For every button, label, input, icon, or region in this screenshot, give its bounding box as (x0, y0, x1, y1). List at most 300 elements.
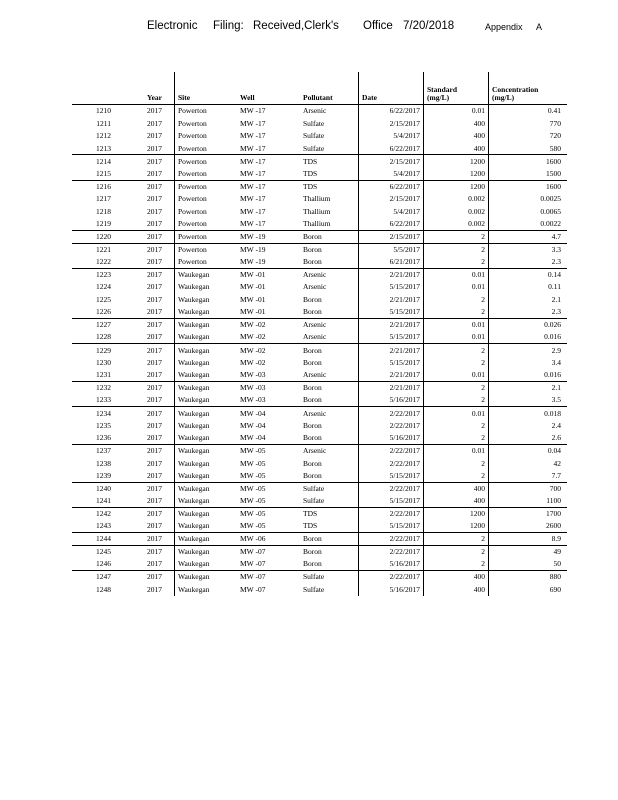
cell-date: 2/21/2017 (359, 344, 424, 357)
cell-year: 2017 (117, 268, 175, 281)
cell-pollutant: Sulfate (303, 143, 325, 153)
cell-date: 6/22/2017 (359, 105, 424, 118)
cell-year: 2017 (117, 243, 175, 256)
table-row (72, 105, 567, 118)
cell-well: MW -17 (240, 118, 266, 128)
cell-pollutant: Sulfate (300, 570, 359, 583)
row-id: 1243 (96, 521, 111, 531)
row-id: 1242 (72, 508, 117, 521)
table-row (72, 331, 567, 344)
cell-site: Waukegan (175, 306, 238, 319)
cell-pollutant: TDS (300, 180, 359, 193)
cell-pollutant: Boron (300, 243, 359, 256)
cell-well: MW -02 (240, 332, 266, 342)
cell-concentration: 880 (489, 570, 568, 583)
cell-date: 2/21/2017 (359, 382, 424, 395)
table-row (72, 155, 567, 168)
table-row (72, 142, 567, 155)
cell-concentration: 1600 (489, 155, 568, 168)
table-row (72, 243, 567, 256)
table-row (72, 419, 567, 432)
cell-pollutant: Boron (303, 458, 322, 468)
cell-date: 2/22/2017 (359, 570, 424, 583)
cell-year: 2017 (147, 143, 162, 153)
table-row (72, 432, 567, 445)
cell-well: MW -03 (237, 382, 300, 395)
row-id: 1219 (96, 219, 111, 229)
cell-date: 2/21/2017 (359, 319, 424, 332)
cell-standard: 2 (424, 533, 489, 546)
table-row (72, 130, 567, 143)
cell-year: 2017 (147, 559, 162, 569)
table-row (72, 482, 567, 495)
cell-date: 2/22/2017 (359, 508, 424, 521)
cell-pollutant: Arsenic (303, 370, 327, 380)
cell-pollutant: Sulfate (300, 482, 359, 495)
cell-date: 5/16/2017 (359, 432, 424, 445)
cell-year: 2017 (147, 458, 162, 468)
cell-year: 2017 (147, 206, 162, 216)
cell-date: 5/4/2017 (359, 205, 424, 218)
cell-site: Waukegan (175, 432, 238, 445)
cell-well: MW -07 (240, 559, 266, 569)
row-id: 1211 (96, 118, 111, 128)
cell-well: MW -17 (240, 143, 266, 153)
cell-year: 2017 (147, 395, 162, 405)
cell-pollutant: Boron (303, 357, 322, 367)
cell-site: Powerton (175, 230, 238, 243)
cell-date: 5/15/2017 (359, 356, 424, 369)
cell-well: MW -03 (240, 395, 266, 405)
cell-concentration: 7.7 (489, 470, 568, 483)
cell-year: 2017 (117, 155, 175, 168)
cell-concentration: 1100 (489, 495, 568, 508)
table-row (72, 344, 567, 357)
cell-well: MW -07 (237, 545, 300, 558)
cell-concentration: 0.016 (489, 331, 568, 344)
cell-year: 2017 (147, 370, 162, 380)
col-well-header: Well (237, 72, 300, 105)
cell-site: Waukegan (175, 583, 238, 596)
cell-concentration: 2.4 (489, 419, 568, 432)
row-id: 1224 (96, 282, 111, 292)
cell-pollutant: Boron (303, 294, 322, 304)
table-row (72, 394, 567, 407)
cell-pollutant: Boron (303, 420, 322, 430)
cell-date: 5/5/2017 (359, 243, 424, 256)
cell-site: Waukegan (175, 545, 238, 558)
cell-date: 2/22/2017 (359, 419, 424, 432)
cell-well: MW -17 (237, 180, 300, 193)
cell-year: 2017 (117, 180, 175, 193)
table-row (72, 293, 567, 306)
cell-well: MW -17 (237, 155, 300, 168)
cell-concentration: 42 (489, 457, 568, 470)
cell-year: 2017 (117, 230, 175, 243)
cell-standard: 2 (424, 243, 489, 256)
cell-well: MW -03 (240, 370, 266, 380)
cell-well: MW -02 (240, 357, 266, 367)
cell-site: Waukegan (175, 570, 238, 583)
cell-year: 2017 (147, 106, 162, 116)
cell-site: Powerton (175, 117, 238, 130)
cell-date: 6/21/2017 (359, 256, 424, 269)
cell-site: Powerton (175, 142, 238, 155)
cell-well: MW -17 (240, 206, 266, 216)
cell-standard: 2 (424, 457, 489, 470)
cell-concentration: 0.0025 (489, 193, 568, 206)
cell-year: 2017 (147, 433, 162, 443)
cell-pollutant: Boron (300, 382, 359, 395)
cell-well: MW -17 (240, 131, 266, 141)
cell-pollutant: Thallium (303, 219, 331, 229)
col-id-header (72, 72, 117, 105)
cell-date: 5/15/2017 (359, 470, 424, 483)
cell-well: MW -05 (240, 521, 266, 531)
cell-year: 2017 (147, 256, 162, 266)
header-appendix: Appendix (485, 22, 523, 32)
cell-pollutant: Boron (300, 230, 359, 243)
cell-date: 2/21/2017 (359, 293, 424, 306)
cell-well: MW -19 (240, 256, 266, 266)
cell-pollutant: Sulfate (303, 131, 325, 141)
cell-pollutant: Thallium (303, 194, 331, 204)
cell-year: 2017 (147, 420, 162, 430)
table-row (72, 180, 567, 193)
cell-well: MW -07 (237, 570, 300, 583)
cell-standard: 0.01 (424, 281, 489, 294)
cell-concentration: 50 (489, 558, 568, 571)
row-id: 1213 (96, 143, 111, 153)
cell-year: 2017 (147, 357, 162, 367)
cell-concentration: 720 (489, 130, 568, 143)
row-id: 1231 (96, 370, 111, 380)
cell-concentration: 0.026 (489, 319, 568, 332)
cell-standard: 0.01 (424, 268, 489, 281)
cell-standard: 0.002 (424, 218, 489, 231)
cell-well: MW -05 (237, 482, 300, 495)
cell-standard: 2 (424, 344, 489, 357)
cell-year: 2017 (147, 307, 162, 317)
row-id: 1236 (96, 433, 111, 443)
cell-pollutant: Boron (300, 344, 359, 357)
cell-year: 2017 (147, 219, 162, 229)
cell-concentration: 49 (489, 545, 568, 558)
cell-well: MW -17 (240, 194, 266, 204)
row-id: 1237 (72, 445, 117, 458)
concentration-label: Concentration (492, 85, 539, 94)
header-electronic: Electronic (147, 20, 198, 32)
cell-date: 2/22/2017 (359, 482, 424, 495)
cell-concentration: 1600 (489, 180, 568, 193)
table-row (72, 508, 567, 521)
cell-well: MW -02 (237, 319, 300, 332)
cell-year: 2017 (147, 168, 162, 178)
cell-pollutant: Boron (303, 559, 322, 569)
cell-pollutant: Boron (303, 395, 322, 405)
cell-site: Powerton (175, 243, 238, 256)
row-id: 1248 (96, 584, 111, 594)
table-row (72, 533, 567, 546)
cell-date: 2/15/2017 (359, 155, 424, 168)
cell-site: Waukegan (175, 533, 238, 546)
table-row (72, 407, 567, 420)
cell-standard: 400 (424, 570, 489, 583)
cell-date: 5/15/2017 (359, 281, 424, 294)
cell-date: 5/15/2017 (359, 331, 424, 344)
table-header-row (72, 72, 567, 105)
cell-standard: 400 (424, 583, 489, 596)
cell-well: MW -05 (240, 458, 266, 468)
row-id: 1225 (96, 294, 111, 304)
row-id: 1230 (96, 357, 111, 367)
table-row (72, 167, 567, 180)
cell-standard: 2 (424, 558, 489, 571)
cell-well: MW -05 (237, 508, 300, 521)
row-id: 1233 (96, 395, 111, 405)
header-office: Office (363, 20, 393, 32)
row-id: 1234 (72, 407, 117, 420)
cell-site: Waukegan (175, 495, 238, 508)
row-id: 1214 (72, 155, 117, 168)
cell-concentration: 3.4 (489, 356, 568, 369)
cell-well: MW -17 (240, 168, 266, 178)
cell-well: MW -01 (240, 294, 266, 304)
cell-year: 2017 (117, 407, 175, 420)
table-row (72, 570, 567, 583)
row-id: 1210 (96, 106, 111, 116)
cell-site: Waukegan (175, 407, 238, 420)
cell-standard: 0.002 (424, 205, 489, 218)
cell-pollutant: Boron (303, 471, 322, 481)
table-row (72, 356, 567, 369)
cell-concentration: 1500 (489, 167, 568, 180)
cell-site: Waukegan (175, 281, 238, 294)
cell-pollutant: Arsenic (300, 268, 359, 281)
cell-well: MW -17 (240, 106, 266, 116)
cell-standard: 1200 (424, 155, 489, 168)
cell-date: 6/22/2017 (359, 218, 424, 231)
table-row (72, 193, 567, 206)
cell-pollutant: Boron (303, 433, 322, 443)
cell-site: Waukegan (175, 268, 238, 281)
cell-site: Powerton (175, 167, 238, 180)
cell-date: 2/22/2017 (359, 457, 424, 470)
cell-concentration: 2.9 (489, 344, 568, 357)
cell-concentration: 0.018 (489, 407, 568, 420)
cell-well: MW -04 (240, 433, 266, 443)
cell-site: Waukegan (175, 394, 238, 407)
cell-site: Waukegan (175, 558, 238, 571)
cell-site: Waukegan (175, 356, 238, 369)
row-id: 1235 (96, 420, 111, 430)
monitoring-results-table (72, 72, 567, 596)
cell-date: 6/22/2017 (359, 142, 424, 155)
filing-header (0, 20, 618, 38)
cell-standard: 2 (424, 293, 489, 306)
cell-date: 5/16/2017 (359, 583, 424, 596)
cell-standard: 2 (424, 545, 489, 558)
cell-site: Waukegan (175, 520, 238, 533)
cell-site: Powerton (175, 130, 238, 143)
cell-well: MW -01 (240, 282, 266, 292)
cell-standard: 1200 (424, 508, 489, 521)
cell-date: 2/22/2017 (359, 533, 424, 546)
table-row (72, 558, 567, 571)
row-id: 1226 (96, 307, 111, 317)
cell-site: Powerton (175, 193, 238, 206)
cell-pollutant: TDS (303, 168, 318, 178)
cell-standard: 0.01 (424, 369, 489, 382)
table-row (72, 583, 567, 596)
cell-concentration: 0.016 (489, 369, 568, 382)
table-row (72, 205, 567, 218)
concentration-unit: (mg/L) (492, 92, 515, 102)
cell-well: MW -07 (240, 584, 266, 594)
cell-year: 2017 (117, 570, 175, 583)
cell-site: Waukegan (175, 508, 238, 521)
cell-date: 5/4/2017 (359, 130, 424, 143)
cell-year: 2017 (147, 471, 162, 481)
cell-concentration: 700 (489, 482, 568, 495)
cell-site: Waukegan (175, 445, 238, 458)
header-filing: Filing: (213, 20, 244, 32)
cell-concentration: 2.3 (489, 256, 568, 269)
row-id: 1241 (96, 496, 111, 506)
cell-site: Powerton (175, 105, 238, 118)
cell-site: Waukegan (175, 331, 238, 344)
cell-concentration: 2.1 (489, 293, 568, 306)
cell-standard: 2 (424, 230, 489, 243)
cell-year: 2017 (147, 294, 162, 304)
cell-site: Powerton (175, 256, 238, 269)
cell-concentration: 0.0065 (489, 205, 568, 218)
cell-pollutant: Sulfate (303, 584, 325, 594)
cell-date: 2/22/2017 (359, 407, 424, 420)
cell-standard: 0.01 (424, 407, 489, 420)
cell-pollutant: Arsenic (300, 319, 359, 332)
col-standard-header (424, 72, 489, 105)
cell-pollutant: Boron (300, 533, 359, 546)
cell-concentration: 0.41 (489, 105, 568, 118)
cell-year: 2017 (117, 533, 175, 546)
cell-standard: 400 (424, 117, 489, 130)
row-id: 1227 (72, 319, 117, 332)
row-id: 1222 (96, 256, 111, 266)
table-row (72, 256, 567, 269)
cell-concentration: 2600 (489, 520, 568, 533)
cell-standard: 2 (424, 432, 489, 445)
table-row (72, 218, 567, 231)
cell-date: 5/4/2017 (359, 167, 424, 180)
cell-standard: 400 (424, 142, 489, 155)
cell-standard: 0.01 (424, 105, 489, 118)
cell-pollutant: Arsenic (303, 332, 327, 342)
cell-standard: 2 (424, 419, 489, 432)
cell-date: 2/22/2017 (359, 545, 424, 558)
cell-concentration: 0.0022 (489, 218, 568, 231)
cell-concentration: 1700 (489, 508, 568, 521)
standard-unit: (mg/L) (427, 92, 450, 102)
cell-well: MW -04 (237, 407, 300, 420)
cell-year: 2017 (147, 194, 162, 204)
cell-concentration: 690 (489, 583, 568, 596)
table-row (72, 382, 567, 395)
row-id: 1239 (96, 471, 111, 481)
table-row (72, 545, 567, 558)
cell-well: MW -01 (237, 268, 300, 281)
cell-pollutant: Boron (303, 307, 322, 317)
col-concentration-header (489, 72, 568, 105)
table-row (72, 306, 567, 319)
cell-year: 2017 (147, 496, 162, 506)
standard-label: Standard (427, 85, 458, 94)
cell-pollutant: Sulfate (303, 118, 325, 128)
cell-well: MW -19 (237, 243, 300, 256)
cell-pollutant: Boron (303, 256, 322, 266)
cell-concentration: 770 (489, 117, 568, 130)
cell-standard: 2 (424, 306, 489, 319)
table-row (72, 319, 567, 332)
header-appendix-letter: A (536, 22, 543, 32)
table-row (72, 268, 567, 281)
cell-year: 2017 (117, 545, 175, 558)
col-site-header: Site (175, 72, 238, 105)
row-id: 1221 (72, 243, 117, 256)
cell-standard: 400 (424, 482, 489, 495)
cell-date: 5/16/2017 (359, 394, 424, 407)
cell-site: Waukegan (175, 470, 238, 483)
col-pollutant-header: Pollutant (300, 72, 359, 105)
cell-pollutant: Arsenic (300, 445, 359, 458)
cell-date: 2/21/2017 (359, 268, 424, 281)
cell-site: Waukegan (175, 482, 238, 495)
cell-standard: 0.01 (424, 445, 489, 458)
row-id: 1216 (72, 180, 117, 193)
cell-year: 2017 (147, 521, 162, 531)
cell-well: MW -17 (240, 219, 266, 229)
col-year-header: Year (117, 72, 175, 105)
cell-date: 2/15/2017 (359, 230, 424, 243)
row-id: 1247 (72, 570, 117, 583)
header-date: 7/20/2018 (403, 20, 455, 32)
row-id: 1223 (72, 268, 117, 281)
row-id: 1228 (96, 332, 111, 342)
table-row (72, 117, 567, 130)
cell-date: 5/15/2017 (359, 306, 424, 319)
cell-standard: 2 (424, 394, 489, 407)
cell-well: MW -05 (240, 471, 266, 481)
cell-concentration: 4.7 (489, 230, 568, 243)
row-id: 1220 (72, 230, 117, 243)
cell-concentration: 3.5 (489, 394, 568, 407)
cell-site: Waukegan (175, 419, 238, 432)
table-row (72, 470, 567, 483)
cell-standard: 0.002 (424, 193, 489, 206)
cell-concentration: 2.6 (489, 432, 568, 445)
cell-well: MW -02 (237, 344, 300, 357)
table-row (72, 495, 567, 508)
row-id: 1229 (72, 344, 117, 357)
row-id: 1215 (96, 168, 111, 178)
cell-concentration: 3.3 (489, 243, 568, 256)
cell-pollutant: Arsenic (300, 407, 359, 420)
cell-standard: 1200 (424, 520, 489, 533)
row-id: 1212 (96, 131, 111, 141)
cell-year: 2017 (117, 482, 175, 495)
cell-date: 2/21/2017 (359, 369, 424, 382)
cell-site: Waukegan (175, 293, 238, 306)
